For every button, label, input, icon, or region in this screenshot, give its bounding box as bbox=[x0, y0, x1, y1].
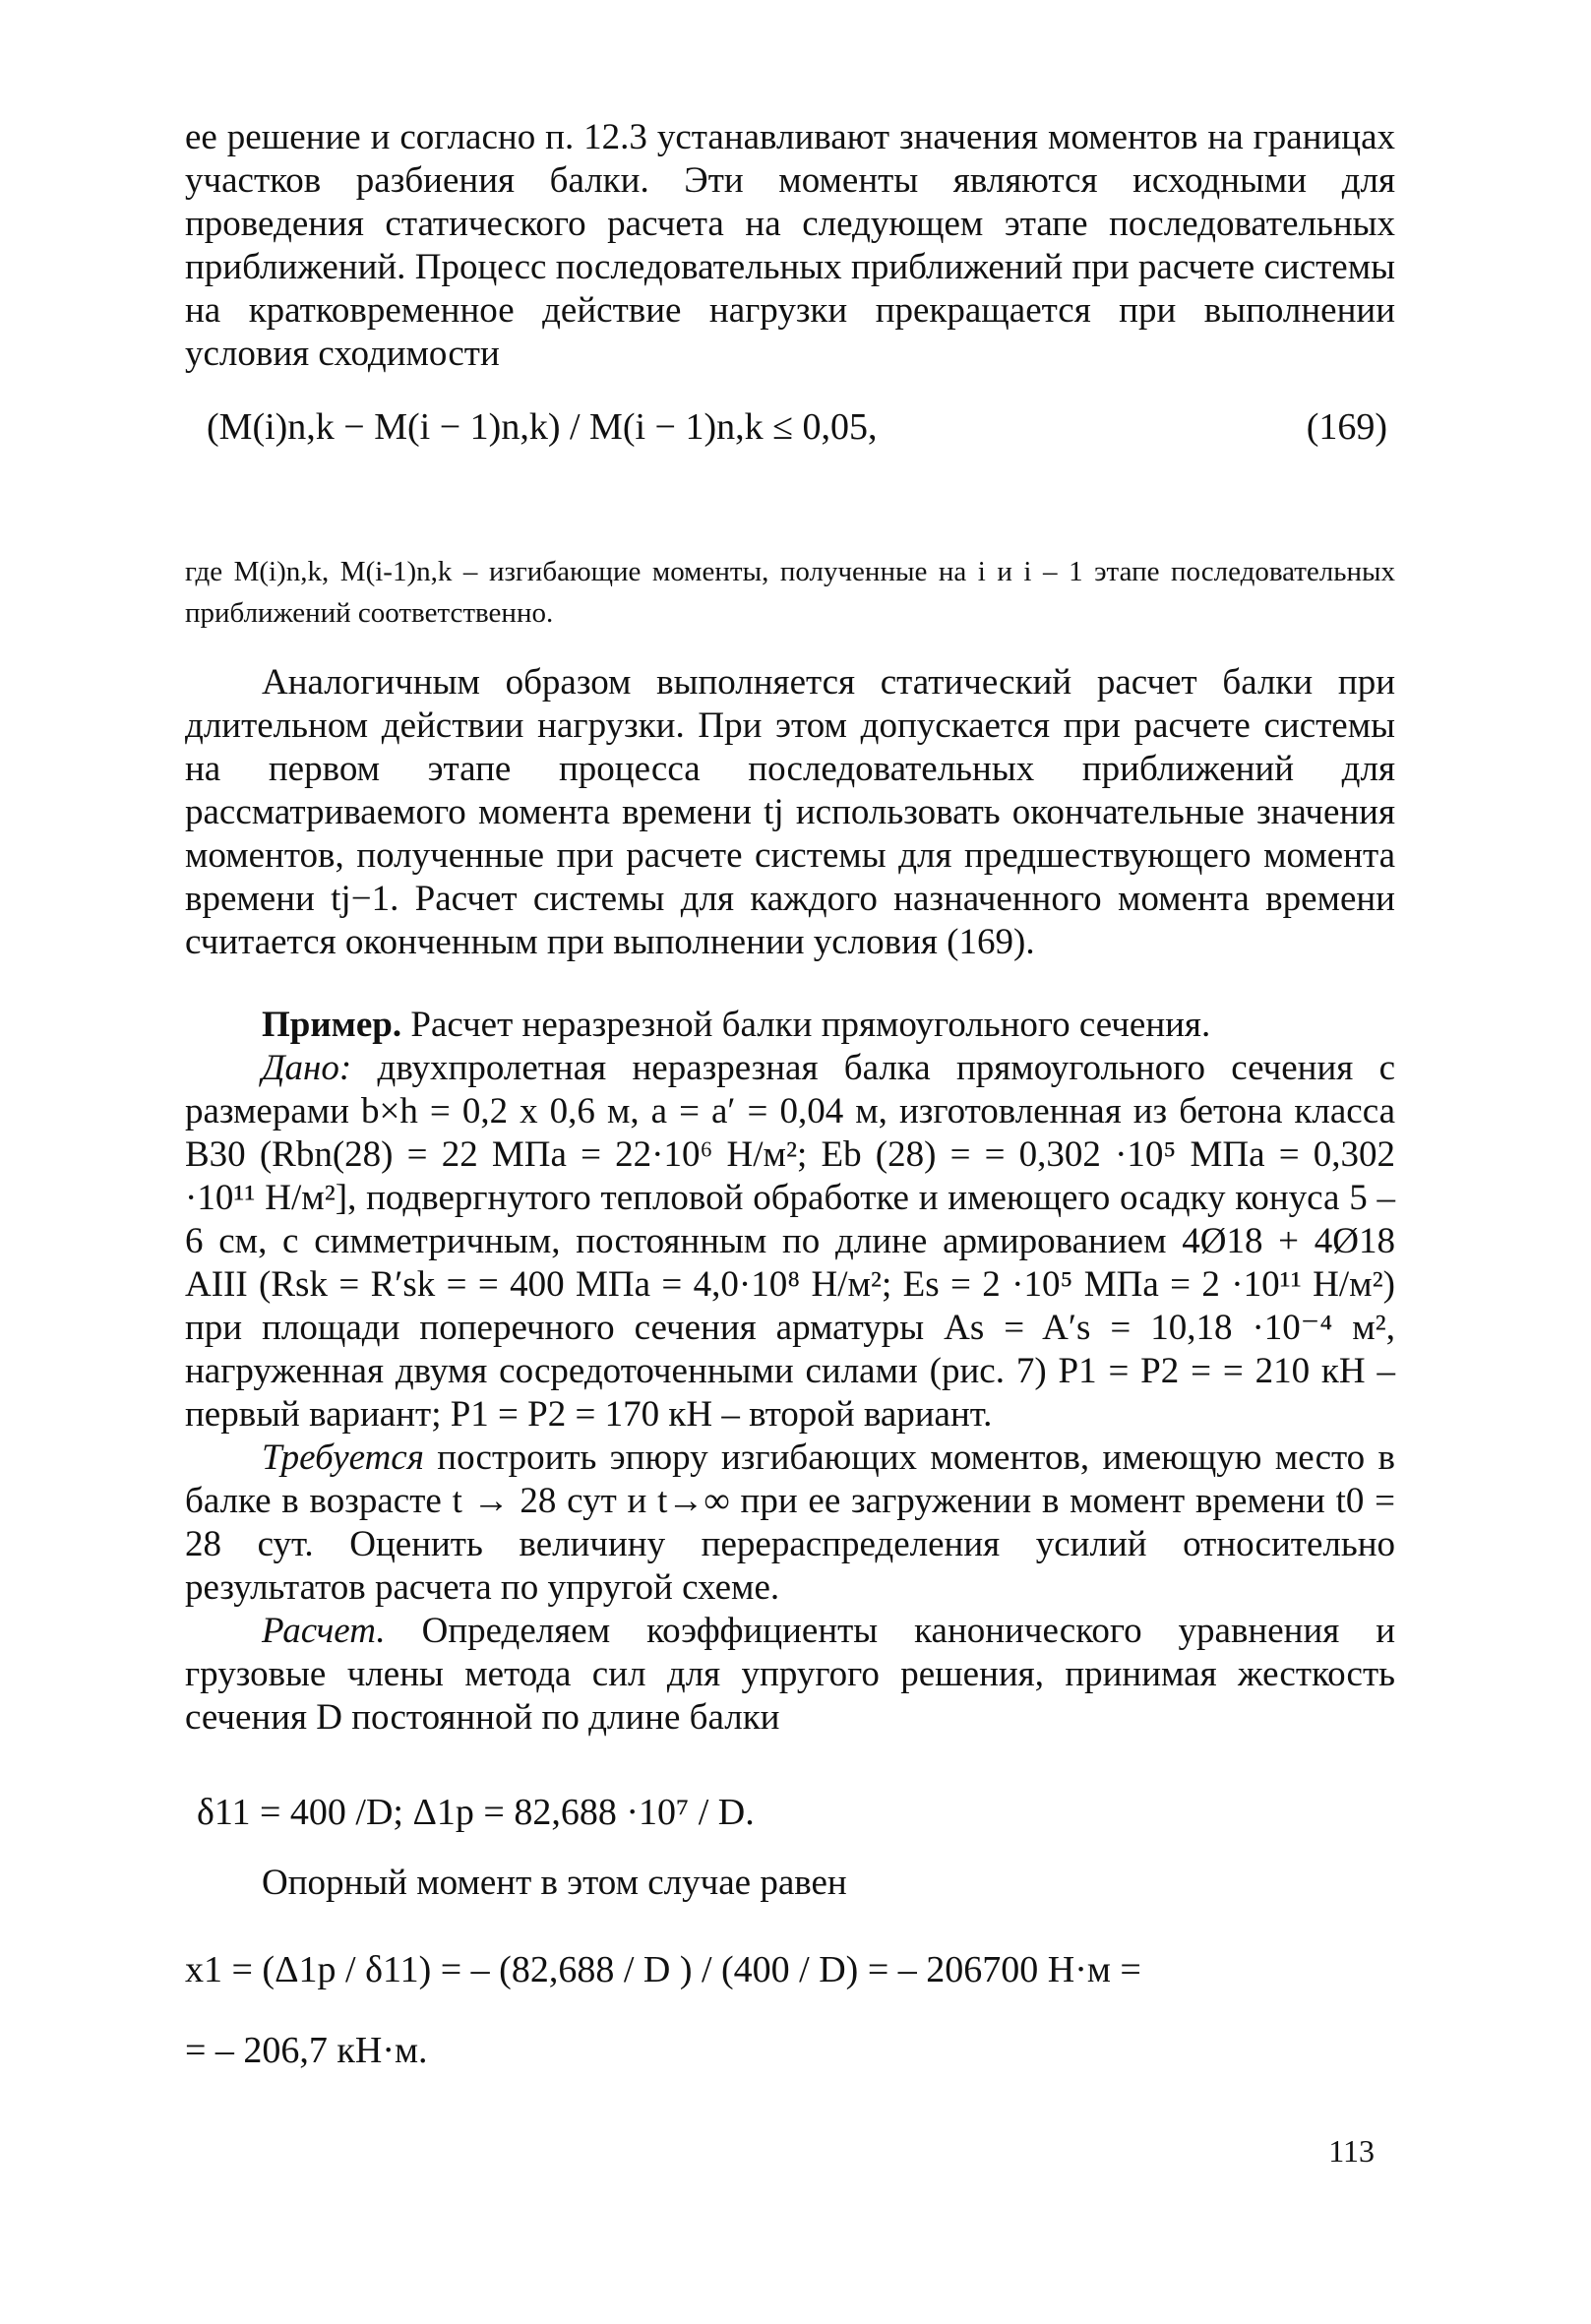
equation-169-expression: (M(i)n,k − M(i − 1)n,k) / M(i − 1)n,k ≤ 0,05, bbox=[207, 406, 878, 448]
intro-paragraph: ее решение и согласно п. 12.3 устанавливают значения моментов на границах участков разбиения балки. Эти моменты являются исходными для проведения статического расчета на следующем этапе последовательных приближений. Процесс последовательных приближений при расчете системы на кратковременное действие нагрузки прекращается при выполнении условия сходимости bbox=[185, 117, 1395, 374]
equation-169 bbox=[207, 403, 1387, 451]
where-note: где M(i)n,k, M(i-1)n,k – изгибающие моменты, полученные на i и i – 1 этапе последовательных приближений соответственно. bbox=[185, 556, 1395, 629]
given-text: двухпролетная неразрезная балка прямоугольного сечения с размерами b×h = 0,2 x 0,6 м, a = a′ = 0,04 м, изготовленная из бетона класса В30 (Rbn(28) = 22 МПа = 22·10⁶ Н/м²; Eb (28) = = 0,302 ·10⁵ МПа = 0,302 ·10¹¹ Н/м²], подвергнутого тепловой обработке и имеющего осадку конуса 5 – 6 см, с симметричным, постоянным по длине армированием 4Ø18 + 4Ø18 AIII (Rsk = R′sk = = 400 МПа = 4,0·10⁸ Н/м²; Es = 2 ·10⁵ МПа = 2 ·10¹¹ Н/м²) при площади поперечного сечения арматуры As = A′s = 10,18 ·10⁻⁴ м², нагруженная двумя сосредоточенными силами (рис. 7) P1 = P2 = = 210 кН – первый вариант; P1 = P2 = 170 кН – второй вариант. bbox=[185, 1048, 1395, 1435]
example-heading bbox=[185, 1004, 1395, 1047]
required-label: Требуется bbox=[262, 1437, 424, 1478]
calculation-label: Расчет. bbox=[262, 1611, 386, 1651]
intro-paragraph-block bbox=[185, 116, 1395, 376]
support-moment-block bbox=[185, 1862, 1395, 1905]
equation-x1-line1-text: x1 = (Δ1p / δ11) = – (82,688 / D ) / (400 / D) = – 206700 Н·м = bbox=[185, 1949, 1141, 1990]
example-section bbox=[185, 1004, 1395, 1740]
required-paragraph bbox=[185, 1437, 1395, 1610]
long-term-paragraph-block bbox=[185, 661, 1395, 964]
example-title: Расчет неразрезной балки прямоугольного сечения. bbox=[410, 1005, 1211, 1045]
equation-x1-line2 bbox=[185, 2027, 1366, 2074]
equation-delta bbox=[197, 1789, 1377, 1836]
support-moment-text: Опорный момент в этом случае равен bbox=[262, 1863, 847, 1903]
long-term-paragraph: Аналогичным образом выполняется статический расчет балки при длительном действии нагрузки. При этом допускается при расчете системы на первом этапе процесса последовательных приближений для рассматриваемого момента времени tj использовать окончательные значения моментов, полученные при расчете системы для предшествующего момента времени tj−1. Расчет системы для каждого назначенного момента времени считается оконченным при выполнении условия (169). bbox=[185, 662, 1395, 962]
equation-x1-line1 bbox=[185, 1946, 1366, 1993]
equation-number: (169) bbox=[1306, 406, 1387, 448]
calculation-text: Определяем коэффициенты канонического уравнения и грузовые члены метода сил для упругого решения, принимая жесткость сечения D постоянной по длине балки bbox=[185, 1611, 1396, 1738]
calculation-paragraph bbox=[185, 1610, 1395, 1740]
equation-delta-text: δ11 = 400 /D; Δ1p = 82,688 ·10⁷ / D. bbox=[197, 1792, 755, 1833]
given-label: Дано: bbox=[262, 1048, 352, 1088]
example-label: Пример. bbox=[262, 1005, 402, 1045]
given-paragraph bbox=[185, 1047, 1395, 1437]
page-number: 113 bbox=[1328, 2133, 1375, 2169]
where-note-block bbox=[185, 551, 1395, 634]
equation-x1-line2-text: = – 206,7 кН·м. bbox=[185, 2030, 428, 2071]
required-text: построить эпюру изгибающих моментов, имеющую место в балке в возрасте t → 28 сут и t→∞ при ее загружении в момент времени t0 = 28 сут. Оценить величину перераспределения усилий относительно результатов расчета по упругой схеме. bbox=[185, 1437, 1396, 1608]
